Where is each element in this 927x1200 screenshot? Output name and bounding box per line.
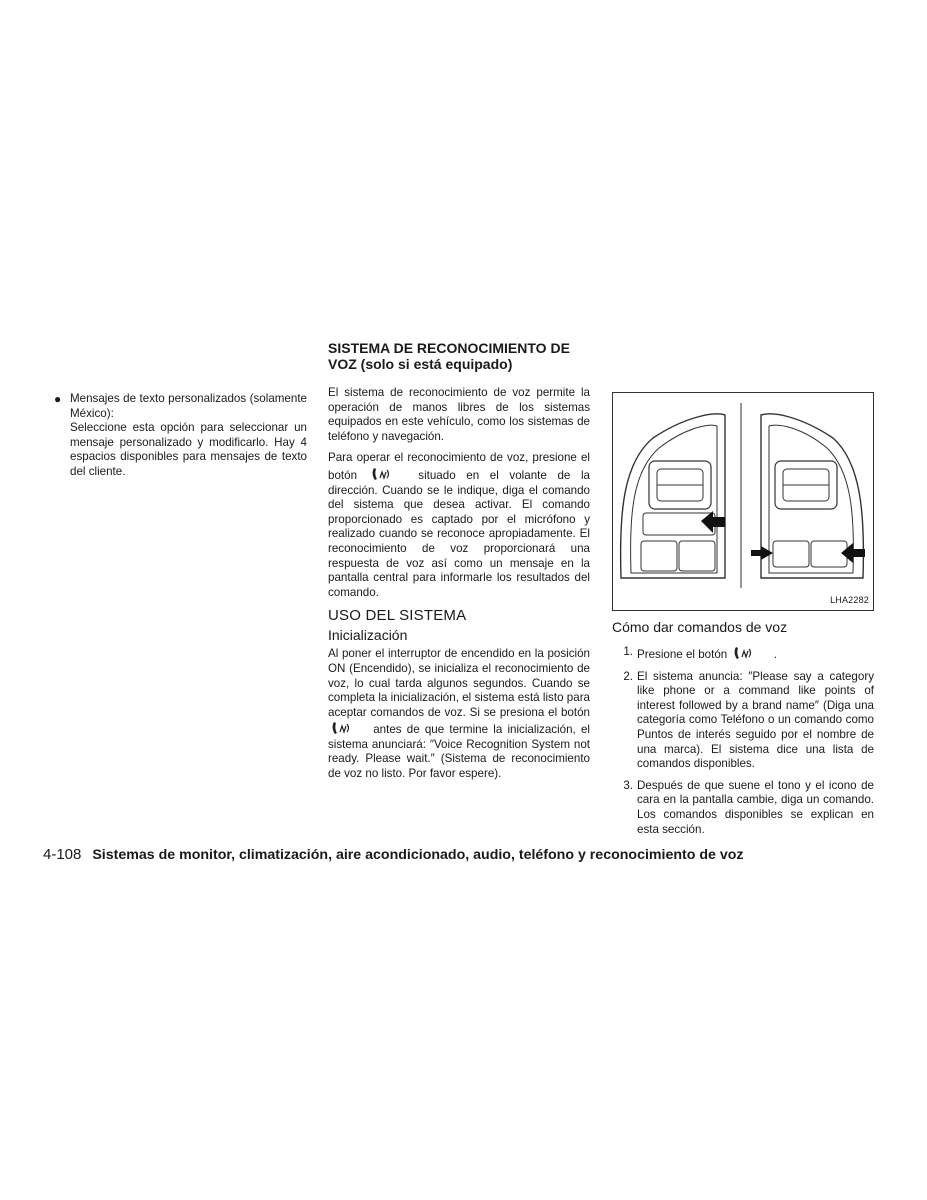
paragraph-init-end: antes de que termine la inicialización, el sistema anunciará: ″Voice Recognition System not ready. Please wait.″ (Sistema de reconocimiento de voz no listo. Por favor espere). [328, 723, 590, 781]
step-number: 3. [623, 778, 633, 792]
section-heading-voice-recognition: SISTEMA DE RECONOCIMIENTO DE VOZ (solo si está equipado) [328, 340, 570, 372]
step-text: Después de que suene el tono y el icono de cara en la pantalla cambie, diga un comando. Los comandos disponibles se explican en esta sección. [637, 778, 874, 836]
section-heading-system-use: USO DEL SISTEMA [328, 607, 467, 625]
chapter-title: Sistemas de monitor, climatización, aire acondicionado, audio, teléfono y reconocimiento de voz [92, 847, 744, 863]
paragraph-init-start: Al poner el interruptor de encendido en la posición ON (Encendido), se inicializa el reconocimiento de voz, lo cual tarda algunos segundos. Cuando se completa la inicialización, el sistema está listo para aceptar comandos de voz. Si se presiona el botón [328, 647, 590, 719]
bullet-dot: ● [54, 392, 62, 406]
talk-phone-icon [732, 645, 756, 661]
paragraph-operate-end: situado en el volante de la dirección. Cuando se le indique, diga el comando del sistema que desea activar. El comando proporcionado es captado por el micrófono y realizado cuando se reconoce apropiadamente. El reconocimiento de voz proporcionará una respuesta de voz así como un mensaje en la pantalla central para informarle los resultados del comando. [328, 468, 590, 599]
step-number: 2. [623, 669, 633, 683]
figure-code: LHA2282 [830, 595, 869, 606]
bullet-item [54, 392, 307, 480]
paragraph-operate [328, 451, 590, 600]
right-column [612, 392, 874, 844]
talk-phone-icon [330, 720, 354, 736]
paragraph-operate-start: Para operar el reconocimiento de voz, presione el botón [328, 451, 590, 482]
bullet-item-title: Mensajes de texto personalizados (solamente México): [70, 392, 307, 420]
talk-phone-icon [370, 466, 394, 482]
page-footer [43, 846, 744, 863]
middle-column [328, 340, 590, 789]
figure-heading: Cómo dar comandos de voz [612, 619, 788, 635]
list-item [612, 670, 874, 772]
left-column [54, 392, 307, 480]
step-text-start: Presione el botón [637, 648, 728, 661]
steering-switch-illustration [613, 393, 873, 610]
paragraph-initialization [328, 647, 590, 781]
list-item [612, 645, 874, 663]
page-number: 4-108 [43, 846, 82, 863]
step-number: 1. [623, 645, 633, 658]
paragraph-intro: El sistema de reconocimiento de voz permite la operación de manos libres de los sistemas equipados en este vehículo, como los sistemas de teléfono y navegación. [328, 386, 590, 443]
bullet-item-body: Seleccione esta opción para seleccionar un mensaje personalizado y modificarlo. Hay 4 espacios disponibles para mensajes de texto del cliente. [70, 421, 307, 478]
list-item [612, 779, 874, 837]
subheading-initialization: Inicialización [328, 627, 408, 644]
step-text: El sistema anuncia: ″Please say a category like phone or a command like points of interest followed by a brand name″ (Diga una categoría como Teléfono o un comando como Puntos de interés seguido por el nombre de una marca). El sistema dice una lista de comandos disponibles. [637, 669, 874, 771]
steps-list [612, 645, 874, 837]
steering-switch-figure [612, 392, 874, 611]
step-text-end: . [773, 648, 777, 661]
